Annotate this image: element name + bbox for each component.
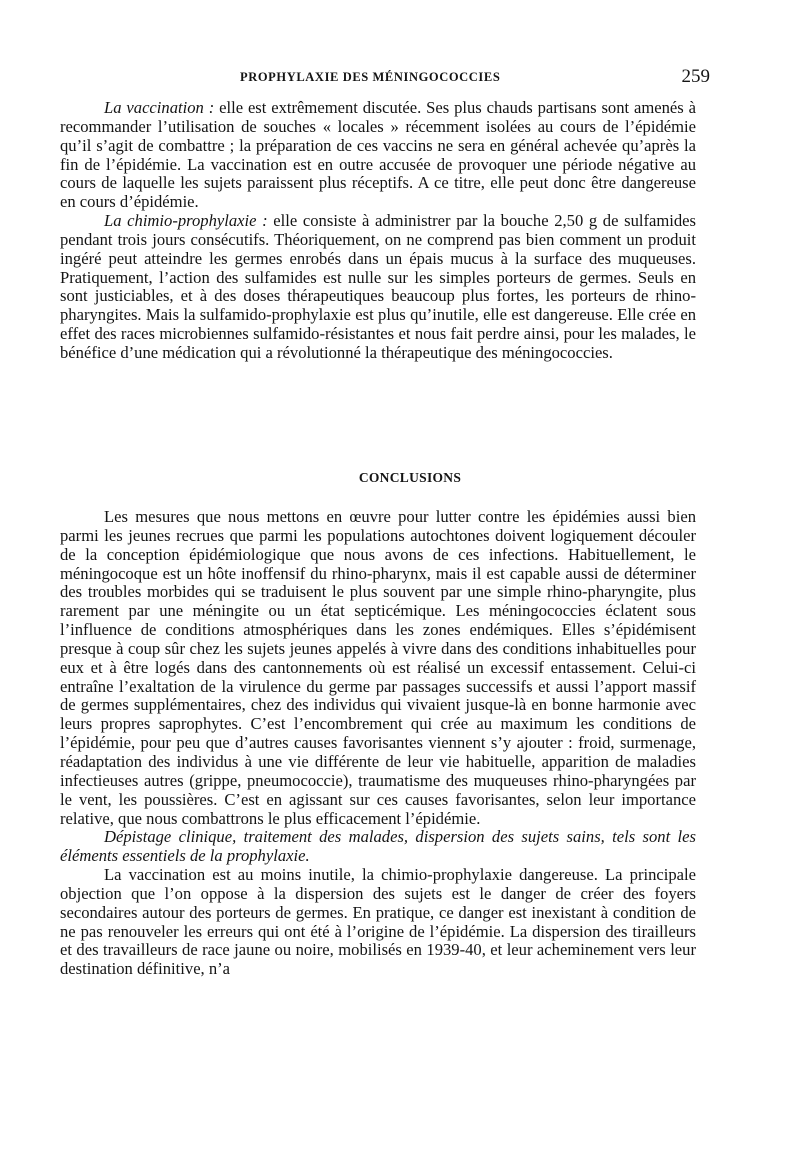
conclusions-heading: CONCLUSIONS [358, 470, 462, 485]
vaccination-text: elle est extrêmement discutée. Ses plus chauds partisans sont amenés à recommander l’utilisation de souches « locales » récemment isolées au cours de l’épidémie qu’il s’agit de combattre ; la préparation de ces vaccins ne sera en général achevée qu’après la fin de l’épidémie. La vaccination est en outre accusée de provoquer une période négative au cours de laquelle les sujets paraissent plus réceptifs. A ce titre, elle peut donc être dangereuse en cours d’épidémie. [60, 98, 696, 212]
running-head-title: PROPHYLAXIE DES MÉNINGOCOCCIES [240, 70, 501, 84]
paragraph-chemoprophylaxis [60, 212, 696, 363]
page-number: 259 [681, 66, 710, 87]
conclusions-italic-statement: Dépistage clinique, traitement des malades, dispersion des sujets sains, tels sont les éléments essentiels de la prophylaxie. [60, 827, 696, 866]
conclusions-section [60, 508, 696, 979]
chemoprophylaxis-label: La chimio-prophylaxie : [104, 211, 268, 231]
prophylaxis-methods-section [60, 99, 696, 363]
running-head [110, 66, 710, 94]
chemoprophylaxis-text: elle consiste à administrer par la bouche 2,50 g de sulfamides pendant trois jours consécutifs. Théoriquement, on ne comprend pas bien comment un produit ingéré peut atteindre les germes enrobés dans un épais mucus à la surface des muqueuses. Pratiquement, l’action des sulfamides est nulle sur les simples porteurs de germes. Seuls en sont justiciables, et à des doses thérapeutiques beaucoup plus fortes, les porteurs de rhino-pharyngites. Mais la sulfamido-prophylaxie est plus qu’inutile, elle est dangereuse. Elle crée en effet des races microbiennes sulfamido-résistantes et nous fait perdre ainsi, pour les malades, le bénéfice d’une médication qui a révolutionné la thérapeutique des méningococcies. [60, 211, 697, 362]
vaccination-label: La vaccination : [104, 98, 215, 117]
conclusions-paragraph-2 [60, 828, 696, 866]
conclusions-paragraph-1: Les mesures que nous mettons en œuvre pour lutter contre les épidémies aussi bien parmi les jeunes recrues que parmi les populations autochtones doivent logiquement découler de la conception épidémiologique que nous avons de ces infections. Habituellement, le méningocoque est un hôte inoffensif du rhino-pharynx, mais il est capable aussi de déterminer des troubles morbides qui se traduisent le plus souvent par une simple rhino-pharyngite, plus rarement par une méningite ou un état septicémique. Les méningococcies éclatent sous l’influence de conditions atmosphériques dans les zones endémiques. Elles s’épidémisent presque à coup sûr chez les sujets jeunes appelés à vivre dans des conditions inhabituelles pour eux et à être logés dans des cantonnements où est réalisé un excessif entassement. Celui-ci entraîne l’exaltation de la virulence du germe par passages successifs et aussi l’apport massif de germes supplémentaires, chez des individus qui vivaient jusque-là en bonne harmonie avec leurs propres saprophytes. C’est l’encombrement qui crée au maximum les conditions de l’épidémie, pour peu que d’autres causes favorisantes viennent s’y ajouter : froid, surmenage, réadaptation des individus à une vie différente de leur vie habituelle, apparition de maladies infectieuses autres (grippe, pneumococcie), traumatisme des muqueuses rhino-pharyngées par le vent, les poussières. C’est en agissant sur ces causes favorisantes, selon leur importance relative, que nous combattrons le plus efficacement l’épidémie. [60, 507, 696, 828]
conclusions-paragraph-3: La vaccination est au moins inutile, la chimio-prophylaxie dangereuse. La principale objection que l’on oppose à la dispersion des sujets est le danger de créer des foyers secondaires autour des porteurs de germes. En pratique, ce danger est inexistant à condition de ne pas renouveler les erreurs qui ont été à l’origine de l’épidémie. La dispersion des tirailleurs et des travailleurs de race jaune ou noire, mobilisés en 1939-40, et leur acheminement vers leur destination définitive, n’a [60, 865, 696, 979]
paragraph-vaccination [60, 99, 696, 212]
